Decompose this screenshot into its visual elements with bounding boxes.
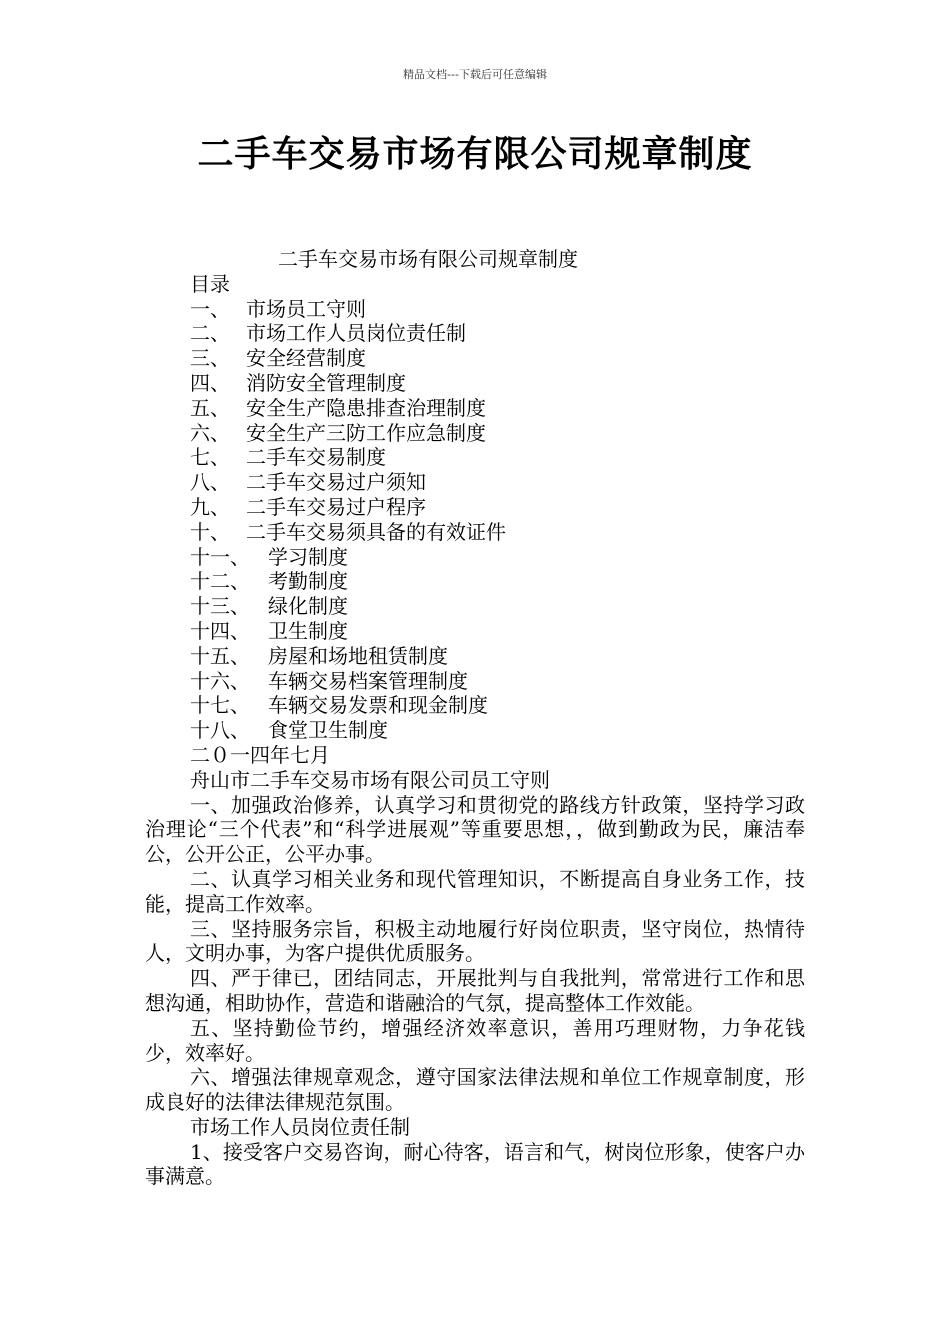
toc-item-number: 十六、	[190, 668, 250, 693]
toc-heading: 目录	[190, 271, 230, 296]
paragraph: 五、坚持勤俭节约，增强经济效率意识，善用巧理财物，力争花钱少，效率好。	[145, 1015, 805, 1065]
toc-item	[145, 346, 805, 371]
toc-item-label: 市场工作人员岗位责任制	[246, 321, 466, 346]
toc-item-number: 七、	[190, 445, 230, 470]
page-header-note: 精品文档---下载后可任意编辑	[403, 68, 547, 81]
paragraph: 1、接受客户交易咨询，耐心待客，语言和气，树岗位形象，使客户办事满意。	[145, 1139, 805, 1189]
toc-item-label: 绿化制度	[268, 594, 348, 619]
toc-item-label: 二手车交易过户程序	[246, 494, 426, 519]
toc-item	[145, 470, 805, 495]
toc-item	[145, 321, 805, 346]
paragraph: 一、加强政治修养，认真学习和贯彻党的路线方针政策，坚持学习政治理论“三个代表”和“科学进展观”等重要思想，，做到勤政为民，廉洁奉公，公开公正，公平办事。	[145, 792, 805, 867]
toc-item	[145, 297, 805, 322]
toc-item-label: 二手车交易须具备的有效证件	[246, 519, 506, 544]
toc-item-number: 十八、	[190, 718, 250, 743]
toc-item-number: 十四、	[190, 618, 250, 643]
toc-item	[145, 718, 805, 743]
toc-item-label: 安全经营制度	[246, 346, 366, 371]
toc-item-number: 二、	[190, 321, 230, 346]
toc-item-label: 二手车交易制度	[246, 445, 386, 470]
toc-item-label: 市场员工守则	[246, 296, 366, 321]
paragraph: 三、坚持服务宗旨，积极主动地履行好岗位职责，坚守岗位，热情待人，文明办事，为客户提供优质服务。	[145, 916, 805, 966]
document-body	[145, 247, 805, 1189]
toc-item	[145, 545, 805, 570]
toc-item	[145, 619, 805, 644]
toc-item-number: 六、	[190, 420, 230, 445]
toc-item-label: 食堂卫生制度	[268, 718, 388, 743]
document-date: 二０一四年七月	[190, 742, 330, 767]
toc-item-label: 消防安全管理制度	[246, 370, 406, 395]
toc-item	[145, 594, 805, 619]
toc-item-label: 学习制度	[268, 544, 348, 569]
toc-item-label: 卫生制度	[268, 618, 348, 643]
toc-item	[145, 569, 805, 594]
toc-item-label: 房屋和场地租赁制度	[268, 643, 448, 668]
toc-item-label: 安全生产三防工作应急制度	[246, 420, 486, 445]
toc-item	[145, 421, 805, 446]
toc-item-number: 十、	[190, 519, 230, 544]
toc-item	[145, 445, 805, 470]
toc-item	[145, 644, 805, 669]
toc-item-number: 三、	[190, 346, 230, 371]
toc-item-label: 安全生产隐患排查治理制度	[246, 395, 486, 420]
paragraph: 四、严于律已，团结同志，开展批判与自我批判，常常进行工作和思想沟通，相助协作，营造和谐融洽的气氛，提高整体工作效能。	[145, 966, 805, 1015]
toc-item	[145, 396, 805, 421]
paragraph: 二、认真学习相关业务和现代管理知识，不断提高自身业务工作，技能，提高工作效率。	[145, 866, 805, 916]
toc-item-label: 考勤制度	[268, 569, 348, 594]
section-heading-staff-rules: 舟山市二手车交易市场有限公司员工守则	[190, 767, 550, 792]
toc-item-number: 四、	[190, 370, 230, 395]
document-title: 二手车交易市场有限公司规章制度	[197, 134, 753, 175]
toc-item-number: 十七、	[190, 693, 250, 718]
toc-item-number: 十一、	[190, 544, 250, 569]
toc-item-number: 八、	[190, 470, 230, 495]
paragraph: 六、增强法律规章观念，遵守国家法律法规和单位工作规章制度，形成良好的法律法律规范氛围。	[145, 1065, 805, 1115]
toc-item-label: 车辆交易发票和现金制度	[268, 693, 488, 718]
toc-item-number: 五、	[190, 395, 230, 420]
toc-item-number: 十三、	[190, 594, 250, 619]
toc-item-label: 二手车交易过户须知	[246, 470, 426, 495]
toc-item	[145, 371, 805, 396]
table-of-contents	[145, 297, 805, 743]
section-heading-job-responsibility: 市场工作人员岗位责任制	[190, 1114, 410, 1139]
toc-item-number: 九、	[190, 494, 230, 519]
toc-item-number: 一、	[190, 296, 230, 321]
toc-item-label: 车辆交易档案管理制度	[268, 668, 468, 693]
toc-item	[145, 693, 805, 718]
toc-item	[145, 520, 805, 545]
toc-item-number: 十五、	[190, 643, 250, 668]
body-subtitle: 二手车交易市场有限公司规章制度	[278, 247, 578, 271]
toc-item	[145, 495, 805, 520]
toc-item	[145, 669, 805, 694]
toc-item-number: 十二、	[190, 569, 250, 594]
